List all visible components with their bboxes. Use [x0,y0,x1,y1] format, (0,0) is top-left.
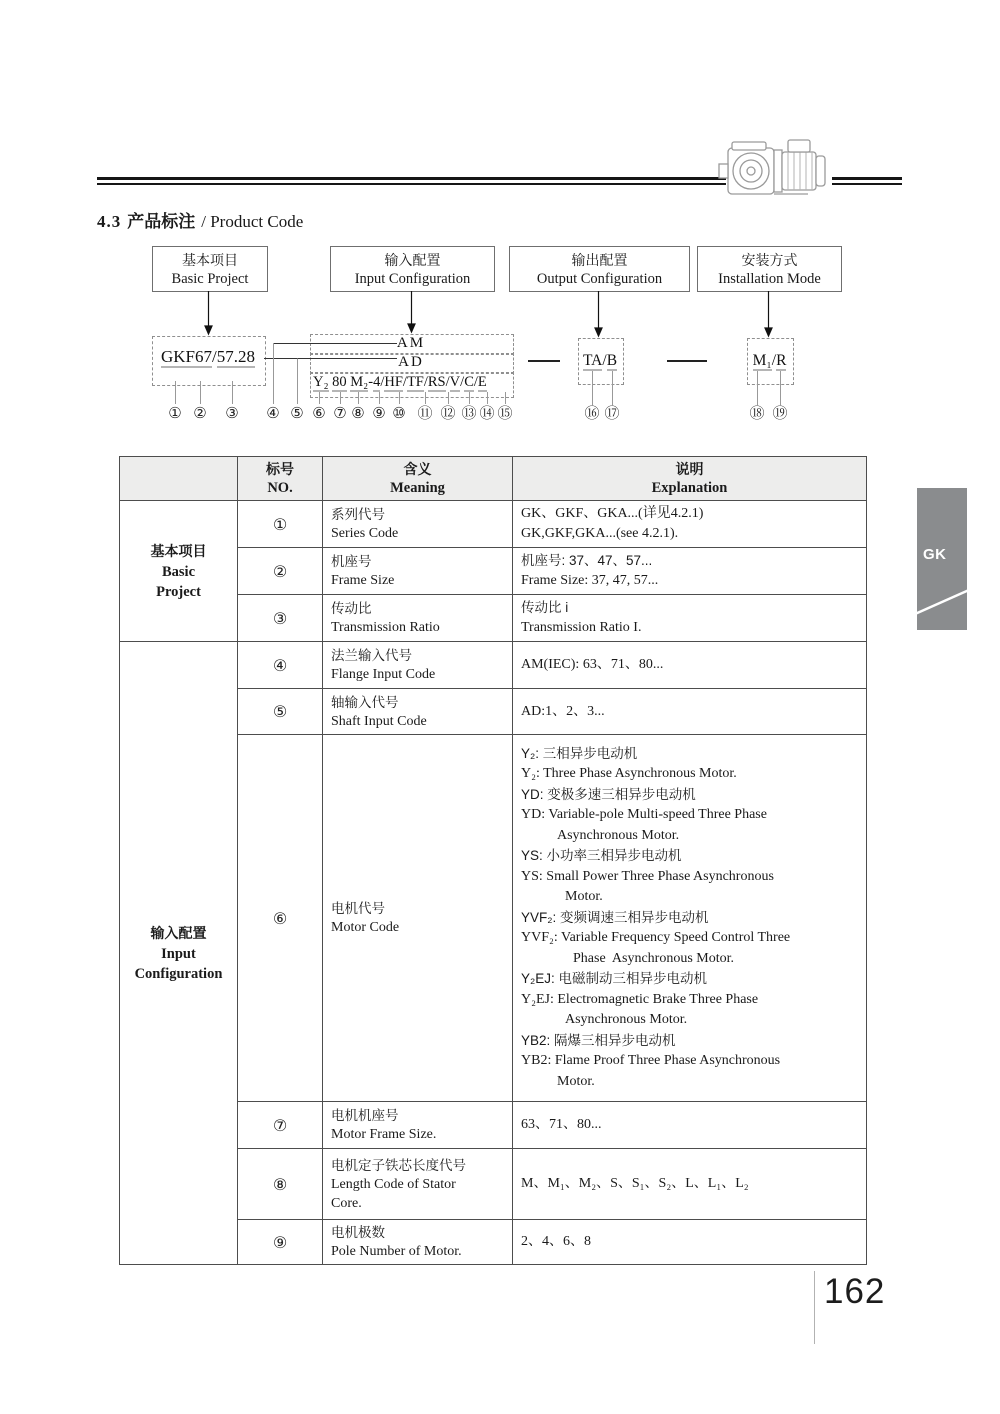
meaning-en: Length Code of Stator [331,1176,456,1192]
explanation-line: Y₂: 三相异步电动机 [521,745,638,761]
header-group-cell [120,457,238,501]
code-motor-line [313,374,511,391]
circle-marker: ⑱ [749,404,765,422]
meaning-zh: 传动比 [331,601,372,616]
flow-box-label-en: Output Configuration [536,270,663,287]
explanation-cell [513,642,867,689]
code-m1: M₁ [752,352,772,369]
code-b: B [606,352,618,369]
explanation-line: Phase Asynchronous Motor. [573,950,734,966]
explanation-line: Y₂: Three Phase Asynchronous Motor. [521,766,737,782]
group-input-configuration [120,642,238,1265]
header-no-en: NO. [267,480,293,496]
meaning-zh: 机座号 [331,554,372,569]
table-row [120,501,867,548]
circle-marker: ⑰ [604,404,620,422]
explanation-line: AM(IEC): 63、71、80... [521,657,664,672]
code-e: E [477,374,487,390]
circle-marker: ⑮ [497,404,513,422]
pageno-divider [814,1271,815,1344]
explanation-cell [513,501,867,548]
code-sep: / [473,374,478,390]
code-frame-size: 67 [195,347,213,366]
explanation-line: Frame Size: 37, 47, 57... [521,573,659,588]
circle-marker: ⑭ [479,404,495,422]
row-number: ⑨ [238,1220,323,1265]
gearmotor-illustration [716,130,842,202]
explanation-cell [513,689,867,735]
circle-marker: ⑨ [372,404,386,422]
code-rs: RS [427,374,446,390]
meaning-cell [323,501,513,548]
explanation-cell [513,1102,867,1149]
explanation-line: YB2: Flame Proof Three Phase Asynchronous [521,1053,781,1069]
flow-box-label-zh: 基本项目 [182,251,238,268]
flow-box-label-zh: 输入配置 [384,251,441,268]
code-sep: / [423,374,428,390]
table-header-row [120,457,867,501]
meaning-en: Frame Size [331,573,395,588]
explanation-cell [513,1149,867,1220]
explanation-line: 2、4、6、8 [521,1234,591,1249]
meaning-cell [323,735,513,1102]
group-label-en: Project [156,583,201,600]
row-number: ⑦ [238,1102,323,1149]
meaning-zh: 系列代号 [331,507,385,522]
explanation-line: YD: Variable-pole Multi-speed Three Phase [521,807,767,823]
explanation-cell-motor-codes [513,735,867,1102]
header-no-zh: 标号 [266,461,294,477]
group-label-en: Input [161,945,196,962]
row-number: ① [238,501,323,548]
code-poles: 4 [373,374,381,390]
group-basic-project [120,501,238,642]
group-label-en: Configuration [134,965,223,982]
meaning-en: Pole Number of Motor. [331,1244,462,1259]
circle-marker: ⑧ [351,404,365,422]
flow-box-label-en: Basic Project [171,270,249,287]
top-rule-thin-right [832,183,902,185]
title-english: / Product Code [201,212,304,231]
explanation-line: 机座号: 37、47、57... [521,553,653,568]
meaning-cell [323,595,513,642]
explanation-line: Transmission Ratio I. [521,620,642,635]
flow-box-output-configuration [509,246,690,292]
meaning-zh: 电机代号 [331,901,385,916]
top-rule-thin-left [97,183,726,185]
code-v: V [449,374,461,390]
header-meaning-en: Meaning [390,480,445,496]
explanation-line: Y₂EJ: 电磁制动三相异步电动机 [521,971,708,987]
side-tab-gk [917,488,967,630]
explanation-line: YS: 小功率三相异步电动机 [521,848,682,864]
code-motor-type: Y₂ [313,374,329,390]
row-number: ⑧ [238,1149,323,1220]
meaning-zh: 电机定子铁芯长度代号 [331,1157,466,1173]
group-label-zh: 输入配置 [150,924,207,941]
row-number: ② [238,548,323,595]
explanation-line: YVF₂: Variable Frequency Speed Control Three [521,930,791,946]
code-sep: / [771,352,777,369]
code-output-config [578,352,622,370]
page-number: 162 [824,1272,886,1311]
explanation-line: 传动比 i [521,600,569,615]
meaning-en: Motor Code [331,920,400,935]
code-series: GKF [161,347,196,366]
explanation-line: M、M₁、M₂、S、S₁、S₂、L、L₁、L₂ [521,1176,749,1191]
circle-marker: ⑩ [392,404,406,422]
meaning-cell [323,1220,513,1265]
header-meaning-zh: 含义 [403,461,432,477]
code-hf: HF [384,374,403,390]
circle-marker: ③ [225,404,239,422]
explanation-line: Y₂EJ: Electromagnetic Brake Three Phase [521,991,759,1007]
meaning-en: Flange Input Code [331,667,436,682]
circle-marker: ⑪ [417,404,433,422]
circle-marker: ② [193,404,207,422]
explanation-line: Motor. [557,1073,595,1089]
top-rule-thick-left [97,177,726,180]
header-explanation-zh: 说明 [675,461,704,477]
explanation-cell [513,548,867,595]
code-sep: / [445,374,450,390]
table-row [120,642,867,689]
meaning-en: Transmission Ratio [331,620,440,635]
header-explanation [513,457,867,501]
code-sep: / [402,374,407,390]
explanation-line: YD: 变极多速三相异步电动机 [521,786,696,802]
explanation-line: YVF₂: 变频调速三相异步电动机 [521,909,709,925]
header-no [238,457,323,501]
flow-box-installation-mode [697,246,842,292]
meaning-zh: 电机机座号 [331,1108,399,1123]
meaning-en: Core. [331,1195,362,1211]
row-number: ③ [238,595,323,642]
flow-box-basic-project [152,246,268,292]
meaning-cell [323,689,513,735]
flow-box-label-zh: 安装方式 [741,251,798,268]
side-tab-label: GK [923,546,947,563]
code-ad-label: AD [398,354,424,370]
page-title [97,207,303,232]
circle-marker: ⑤ [290,404,304,422]
flow-box-label-en: Input Configuration [354,270,471,287]
circle-marker: ④ [266,404,280,422]
code-ratio: 57.28 [216,347,255,366]
explanation-line: 63、71、80... [521,1117,602,1132]
code-separator: / [212,347,217,366]
explanation-line: Motor. [565,889,603,905]
flow-box-input-configuration [330,246,495,292]
explanation-line: GK、GKF、GKA...(详见4.2.1) [521,506,704,521]
section-number: 4.3 [97,212,122,231]
explanation-cell [513,1220,867,1265]
flow-box-label-zh: 输出配置 [571,251,628,268]
circle-marker: ① [168,404,182,422]
meaning-en: Shaft Input Code [331,713,427,729]
circle-marker: ⑯ [584,404,600,422]
code-ad [310,354,512,371]
explanation-line: YB2: 隔爆三相异步电动机 [521,1032,676,1048]
code-sep: / [460,374,465,390]
code-mounting [747,352,792,370]
code-c: C [464,374,474,390]
meaning-en: Series Code [331,526,399,541]
group-label-en: Basic [161,563,196,580]
meaning-en: Motor Frame Size. [331,1127,437,1142]
code-am [310,335,512,352]
circle-marker: ⑬ [461,404,477,422]
meaning-cell [323,642,513,689]
code-sep: / [380,374,385,390]
explanation-line: Asynchronous Motor. [565,1012,688,1028]
row-number: ④ [238,642,323,689]
code-ta: TA [582,352,603,369]
code-r: R [776,352,787,369]
code-am-label: AM [396,335,426,351]
circle-marker: ⑦ [333,404,347,422]
explanation-line: Asynchronous Motor. [557,827,680,843]
product-code-table [119,456,867,1265]
top-rule-thick-right [832,177,902,180]
code-stator-length: M₂ [350,374,369,390]
circle-marker: ⑫ [440,404,456,422]
header-meaning [323,457,513,501]
code-dash: - [368,374,374,390]
code-sep: / [602,352,607,369]
code-motor-frame: 80 [332,374,347,390]
flow-box-label-en: Installation Mode [718,270,821,287]
meaning-zh: 轴输入代号 [331,694,399,710]
meaning-cell [323,1102,513,1149]
explanation-line: YS: Small Power Three Phase Asynchronous [521,868,774,884]
row-number: ⑥ [238,735,323,1102]
explanation-cell [513,595,867,642]
group-label-zh: 基本项目 [150,542,207,559]
title-chinese: 产品标注 [127,212,196,231]
explanation-line: GK,GKF,GKA...(see 4.2.1). [521,526,679,541]
header-explanation-en: Explanation [651,480,728,496]
explanation-line: AD:1、2、3... [521,703,605,719]
circle-marker: ⑥ [312,404,326,422]
meaning-zh: 电机极数 [331,1225,385,1240]
code-tf: TF [406,374,424,390]
meaning-cell [323,548,513,595]
row-number: ⑤ [238,689,323,735]
meaning-zh: 法兰输入代号 [331,648,412,663]
meaning-cell [323,1149,513,1220]
circle-marker: ⑲ [772,404,788,422]
code-basic-project [152,347,264,367]
